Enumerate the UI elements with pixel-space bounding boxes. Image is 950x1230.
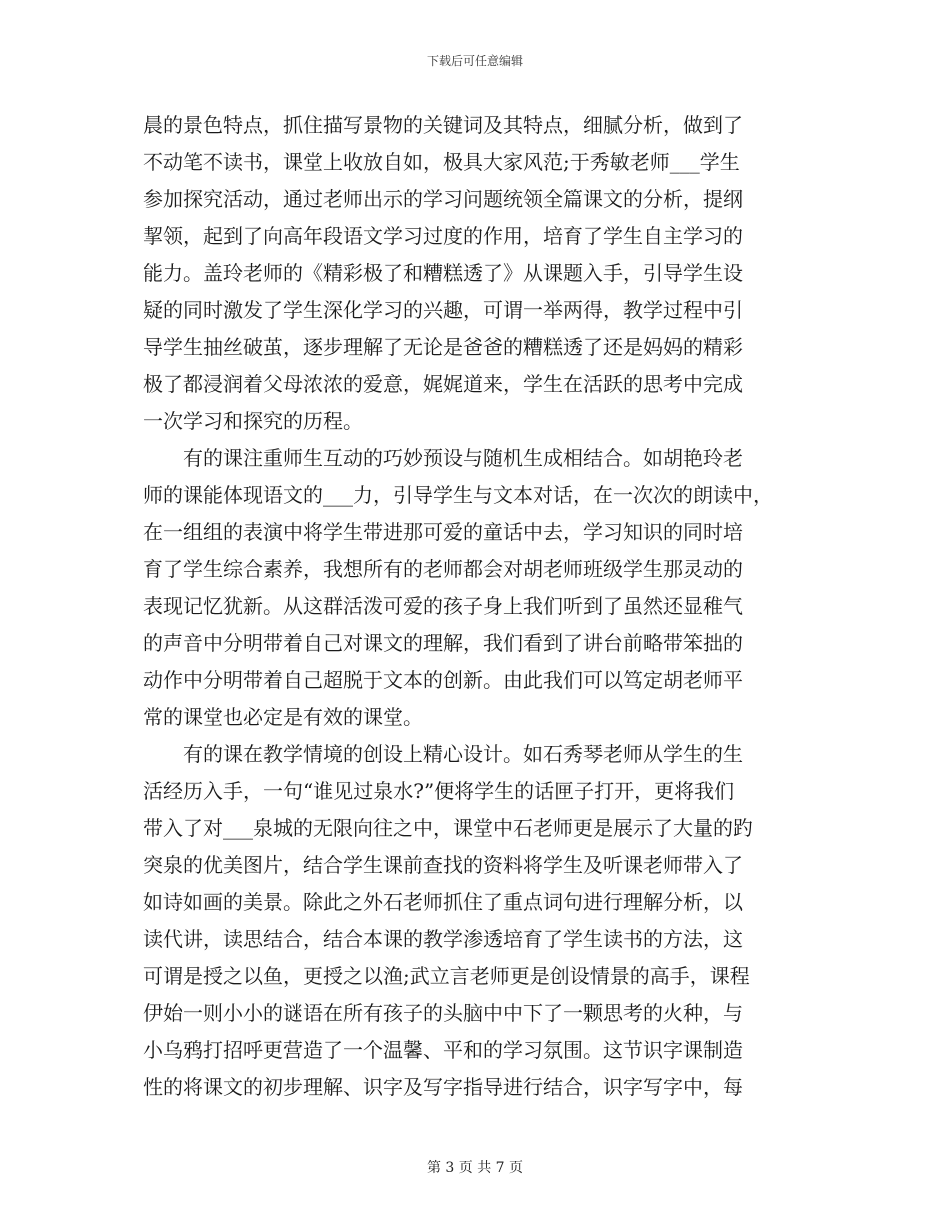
text-line: 师的课能体现语文的___力，引导学生与文本对话，在一次次的朗读中， bbox=[143, 483, 773, 507]
text-line: 晨的景色特点，抓住描写景物的关键词及其特点，细腻分析，做到了 bbox=[143, 113, 743, 137]
text-line: 伊始一则小小的谜语在所有孩子的头脑中中下了一颗思考的火种，与 bbox=[143, 1001, 743, 1025]
page-number: 第 3 页 共 7 页 bbox=[426, 1160, 524, 1176]
text-line: 疑的同时激发了学生深化学习的兴趣，可谓一举两得，教学过程中引 bbox=[143, 298, 743, 322]
text-line: 动作中分明带着自己超脱于文本的创新。由此我们可以笃定胡老师平 bbox=[143, 668, 743, 692]
page-header: 下载后可任意编辑 bbox=[426, 54, 523, 68]
text-line: 可谓是授之以鱼，更授之以渔;武立言老师更是创设情景的高手，课程 bbox=[143, 964, 750, 988]
text-line: 极了都浸润着父母浓浓的爱意，娓娓道来，学生在活跃的思考中完成 bbox=[143, 372, 743, 396]
text-line: 在一组组的表演中将学生带进那可爱的童话中去，学习知识的同时培 bbox=[143, 520, 743, 544]
text-line: 不动笔不读书，课堂上收放自如，极具大家风范;于秀敏老师___学生 bbox=[143, 150, 740, 174]
text-line: 表现记忆犹新。从这群活泼可爱的孩子身上我们听到了虽然还显稚气 bbox=[143, 594, 743, 618]
text-line: 的声音中分明带着自己对课文的理解，我们看到了讲台前略带笨拙的 bbox=[143, 631, 743, 655]
text-line: 带入了对___泉城的无限向往之中，课堂中石老师更是展示了大量的趵 bbox=[143, 816, 753, 840]
text-line: 参加探究活动，通过老师出示的学习问题统领全篇课文的分析，提纲 bbox=[143, 187, 743, 211]
text-line: 一次学习和探究的历程。 bbox=[143, 409, 363, 433]
text-line: 挈领，起到了向高年段语文学习过度的作用，培育了学生自主学习的 bbox=[143, 224, 743, 248]
text-line: 如诗如画的美景。除此之外石老师抓住了重点词句进行理解分析，以 bbox=[143, 890, 743, 914]
text-line: 育了学生综合素养，我想所有的老师都会对胡老师班级学生那灵动的 bbox=[143, 557, 743, 581]
text-line: 读代讲，读思结合，结合本课的教学渗透培育了学生读书的方法，这 bbox=[143, 927, 743, 951]
text-line: 导学生抽丝破茧，逐步理解了无论是爸爸的糟糕透了还是妈妈的精彩 bbox=[143, 335, 743, 359]
text-line: 能力。盖玲老师的《精彩极了和糟糕透了》从课题入手，引导学生设 bbox=[143, 261, 743, 285]
text-line: 性的将课文的初步理解、识字及写字指导进行结合，识字写字中，每 bbox=[143, 1075, 743, 1099]
text-line: 活经历入手，一句“谁见过泉水?”便将学生的话匣子打开，更将我们 bbox=[143, 779, 735, 803]
text-line: 突泉的优美图片，结合学生课前查找的资料将学生及听课老师带入了 bbox=[143, 853, 743, 877]
text-line: 小乌鸦打招呼更营造了一个温馨、平和的学习氛围。这节识字课制造 bbox=[143, 1038, 743, 1062]
text-line: 有的课注重师生互动的巧妙预设与随机生成相结合。如胡艳玲老 bbox=[143, 446, 743, 470]
document-body bbox=[143, 107, 803, 1106]
text-line: 常的课堂也必定是有效的课堂。 bbox=[143, 705, 423, 729]
text-line: 有的课在教学情境的创设上精心设计。如石秀琴老师从学生的生 bbox=[143, 742, 743, 766]
